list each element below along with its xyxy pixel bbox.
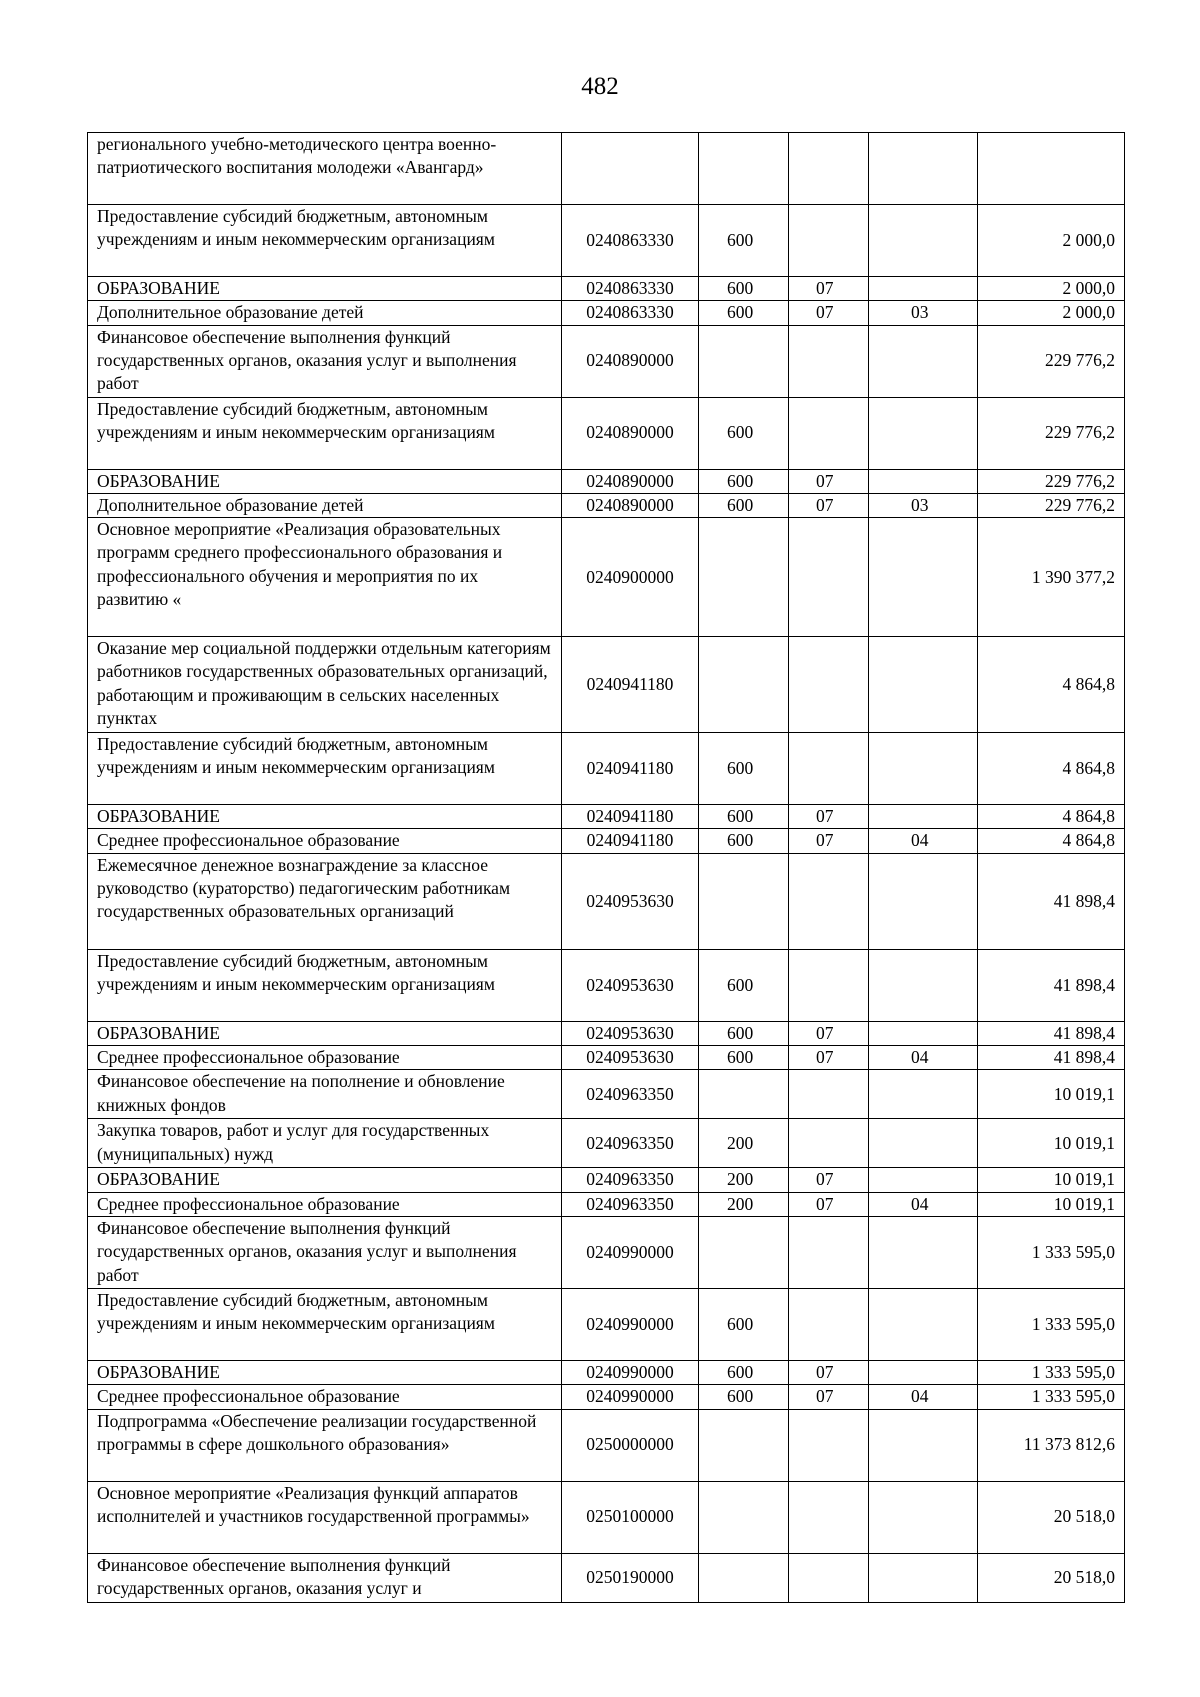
cell-amount: 4 864,8: [978, 829, 1125, 853]
cell-section: 07: [789, 1021, 869, 1045]
cell-code: 0240863330: [562, 277, 699, 301]
cell-subsection: [869, 133, 978, 205]
cell-section: [789, 1481, 869, 1553]
cell-subsection: [869, 805, 978, 829]
cell-name: Предоставление субсидий бюджетным, автономным учреждениям и иным некоммерческим организациям: [88, 1288, 562, 1360]
cell-expense-type: [699, 637, 789, 733]
cell-section: 07: [789, 493, 869, 517]
cell-amount: 1 333 595,0: [978, 1360, 1125, 1384]
cell-code: 0240990000: [562, 1385, 699, 1409]
cell-section: 07: [789, 829, 869, 853]
cell-section: [789, 1553, 869, 1602]
cell-subsection: [869, 325, 978, 397]
cell-subsection: [869, 1216, 978, 1288]
table-row: [88, 1119, 1125, 1168]
cell-expense-type: [699, 133, 789, 205]
cell-subsection: 04: [869, 1046, 978, 1070]
cell-amount: 229 776,2: [978, 493, 1125, 517]
cell-section: [789, 1216, 869, 1288]
cell-expense-type: 600: [699, 277, 789, 301]
cell-subsection: [869, 637, 978, 733]
table-row: [88, 949, 1125, 1021]
cell-name: ОБРАЗОВАНИЕ: [88, 1168, 562, 1192]
cell-name: Подпрограмма «Обеспечение реализации государственной программы в сфере дошкольного образования»: [88, 1409, 562, 1481]
cell-expense-type: 600: [699, 805, 789, 829]
cell-section: [789, 853, 869, 949]
cell-expense-type: 600: [699, 493, 789, 517]
cell-subsection: [869, 1168, 978, 1192]
table-row: [88, 1192, 1125, 1216]
cell-code: 0250190000: [562, 1553, 699, 1602]
cell-expense-type: [699, 1409, 789, 1481]
cell-name: Финансовое обеспечение выполнения функций государственных органов, оказания услуг и выполнения работ: [88, 1216, 562, 1288]
cell-amount: 20 518,0: [978, 1481, 1125, 1553]
cell-expense-type: [699, 1070, 789, 1119]
table-row: [88, 1216, 1125, 1288]
cell-code: 0240863330: [562, 205, 699, 277]
cell-expense-type: [699, 853, 789, 949]
table-row: [88, 1168, 1125, 1192]
cell-section: [789, 397, 869, 469]
cell-code: 0240963350: [562, 1192, 699, 1216]
cell-code: 0240863330: [562, 301, 699, 325]
cell-expense-type: 600: [699, 469, 789, 493]
table-row: [88, 805, 1125, 829]
cell-section: 07: [789, 1360, 869, 1384]
cell-amount: 41 898,4: [978, 853, 1125, 949]
cell-section: [789, 949, 869, 1021]
cell-expense-type: [699, 325, 789, 397]
cell-subsection: 04: [869, 1192, 978, 1216]
table-row: [88, 1385, 1125, 1409]
cell-subsection: [869, 1119, 978, 1168]
cell-name: Дополнительное образование детей: [88, 301, 562, 325]
cell-expense-type: 600: [699, 301, 789, 325]
cell-amount: 1 333 595,0: [978, 1288, 1125, 1360]
cell-name: Среднее профессиональное образование: [88, 1046, 562, 1070]
cell-expense-type: 600: [699, 205, 789, 277]
cell-amount: 10 019,1: [978, 1119, 1125, 1168]
table-row: [88, 205, 1125, 277]
cell-amount: 229 776,2: [978, 325, 1125, 397]
cell-section: [789, 205, 869, 277]
table-row: [88, 1553, 1125, 1602]
cell-code: 0250100000: [562, 1481, 699, 1553]
cell-amount: 1 390 377,2: [978, 518, 1125, 637]
cell-subsection: 03: [869, 493, 978, 517]
cell-code: 0240890000: [562, 325, 699, 397]
table-row: [88, 853, 1125, 949]
table-row: [88, 637, 1125, 733]
cell-section: [789, 518, 869, 637]
cell-code: 0250000000: [562, 1409, 699, 1481]
cell-name: Ежемесячное денежное вознаграждение за классное руководство (кураторство) педагогическим работникам государственных образовательных организаций: [88, 853, 562, 949]
cell-section: [789, 733, 869, 805]
cell-amount: 2 000,0: [978, 277, 1125, 301]
page-number: 482: [581, 73, 619, 100]
cell-section: [789, 325, 869, 397]
cell-amount: 41 898,4: [978, 1046, 1125, 1070]
cell-subsection: [869, 949, 978, 1021]
cell-subsection: [869, 397, 978, 469]
cell-code: 0240890000: [562, 493, 699, 517]
cell-amount: 10 019,1: [978, 1168, 1125, 1192]
cell-expense-type: 200: [699, 1192, 789, 1216]
cell-section: 07: [789, 301, 869, 325]
cell-expense-type: [699, 1553, 789, 1602]
table-row: [88, 1360, 1125, 1384]
cell-name: ОБРАЗОВАНИЕ: [88, 277, 562, 301]
cell-name: Дополнительное образование детей: [88, 493, 562, 517]
cell-name: Среднее профессиональное образование: [88, 1385, 562, 1409]
table-row: [88, 301, 1125, 325]
table-row: [88, 829, 1125, 853]
cell-section: 07: [789, 1385, 869, 1409]
cell-amount: 4 864,8: [978, 637, 1125, 733]
cell-amount: 41 898,4: [978, 949, 1125, 1021]
cell-subsection: [869, 1021, 978, 1045]
cell-subsection: 03: [869, 301, 978, 325]
cell-section: 07: [789, 805, 869, 829]
cell-amount: 2 000,0: [978, 205, 1125, 277]
cell-code: 0240963350: [562, 1119, 699, 1168]
cell-section: 07: [789, 277, 869, 301]
cell-name: ОБРАЗОВАНИЕ: [88, 469, 562, 493]
table-row: [88, 1046, 1125, 1070]
table-body: [88, 133, 1125, 1603]
cell-subsection: [869, 1070, 978, 1119]
cell-amount: 1 333 595,0: [978, 1216, 1125, 1288]
cell-expense-type: 600: [699, 1385, 789, 1409]
table-row: [88, 518, 1125, 637]
cell-code: [562, 133, 699, 205]
cell-section: [789, 637, 869, 733]
cell-section: [789, 1288, 869, 1360]
cell-subsection: 04: [869, 1385, 978, 1409]
cell-code: 0240953630: [562, 949, 699, 1021]
cell-name: Основное мероприятие «Реализация функций аппаратов исполнителей и участников государственной программы»: [88, 1481, 562, 1553]
table-row: [88, 1021, 1125, 1045]
cell-section: 07: [789, 469, 869, 493]
cell-amount: 229 776,2: [978, 397, 1125, 469]
cell-code: 0240890000: [562, 397, 699, 469]
cell-expense-type: 600: [699, 949, 789, 1021]
cell-name: Предоставление субсидий бюджетным, автономным учреждениям и иным некоммерческим организациям: [88, 397, 562, 469]
cell-subsection: [869, 469, 978, 493]
cell-amount: 229 776,2: [978, 469, 1125, 493]
cell-subsection: [869, 518, 978, 637]
cell-name: Финансовое обеспечение выполнения функций государственных органов, оказания услуг и выполнения работ: [88, 325, 562, 397]
cell-amount: [978, 133, 1125, 205]
cell-expense-type: [699, 518, 789, 637]
cell-name: ОБРАЗОВАНИЕ: [88, 1021, 562, 1045]
table-row: [88, 1409, 1125, 1481]
table-row: [88, 733, 1125, 805]
cell-code: 0240963350: [562, 1070, 699, 1119]
cell-subsection: [869, 853, 978, 949]
table-row: [88, 1288, 1125, 1360]
cell-expense-type: 200: [699, 1168, 789, 1192]
cell-subsection: 04: [869, 829, 978, 853]
table-row: [88, 325, 1125, 397]
budget-table: [87, 132, 1125, 1603]
cell-name: Среднее профессиональное образование: [88, 829, 562, 853]
cell-name: Оказание мер социальной поддержки отдельным категориям работников государственных образовательных организаций, работающим и проживающим в сельских населенных пунктах: [88, 637, 562, 733]
cell-code: 0240953630: [562, 1046, 699, 1070]
cell-amount: 10 019,1: [978, 1070, 1125, 1119]
cell-expense-type: 600: [699, 1288, 789, 1360]
cell-expense-type: [699, 1216, 789, 1288]
cell-amount: 10 019,1: [978, 1192, 1125, 1216]
cell-name: Основное мероприятие «Реализация образовательных программ среднего профессионального образования и профессионального обучения и мероприятия по их развитию «: [88, 518, 562, 637]
table-row: [88, 493, 1125, 517]
cell-name: Финансовое обеспечение на пополнение и обновление книжных фондов: [88, 1070, 562, 1119]
cell-code: 0240890000: [562, 469, 699, 493]
cell-subsection: [869, 1288, 978, 1360]
cell-section: [789, 1119, 869, 1168]
cell-amount: 4 864,8: [978, 733, 1125, 805]
cell-subsection: [869, 1360, 978, 1384]
cell-code: 0240953630: [562, 853, 699, 949]
table-row: [88, 397, 1125, 469]
cell-section: [789, 133, 869, 205]
table-row: [88, 1481, 1125, 1553]
cell-code: 0240941180: [562, 829, 699, 853]
cell-expense-type: 600: [699, 733, 789, 805]
cell-subsection: [869, 1553, 978, 1602]
cell-amount: 20 518,0: [978, 1553, 1125, 1602]
cell-section: [789, 1070, 869, 1119]
cell-name: Среднее профессиональное образование: [88, 1192, 562, 1216]
cell-code: 0240941180: [562, 733, 699, 805]
cell-expense-type: 600: [699, 1021, 789, 1045]
cell-name: регионального учебно-методического центра военно-патриотического воспитания молодежи «Авангард»: [88, 133, 562, 205]
cell-expense-type: 200: [699, 1119, 789, 1168]
cell-expense-type: 600: [699, 397, 789, 469]
cell-name: ОБРАЗОВАНИЕ: [88, 805, 562, 829]
cell-name: Предоставление субсидий бюджетным, автономным учреждениям и иным некоммерческим организациям: [88, 949, 562, 1021]
cell-code: 0240941180: [562, 805, 699, 829]
cell-expense-type: 600: [699, 829, 789, 853]
cell-section: 07: [789, 1168, 869, 1192]
cell-subsection: [869, 1409, 978, 1481]
cell-subsection: [869, 1481, 978, 1553]
cell-subsection: [869, 205, 978, 277]
cell-code: 0240963350: [562, 1168, 699, 1192]
cell-amount: 4 864,8: [978, 805, 1125, 829]
cell-name: Предоставление субсидий бюджетным, автономным учреждениям и иным некоммерческим организациям: [88, 733, 562, 805]
cell-amount: 11 373 812,6: [978, 1409, 1125, 1481]
cell-name: ОБРАЗОВАНИЕ: [88, 1360, 562, 1384]
cell-section: [789, 1409, 869, 1481]
cell-code: 0240900000: [562, 518, 699, 637]
cell-amount: 41 898,4: [978, 1021, 1125, 1045]
table-row: [88, 277, 1125, 301]
cell-expense-type: [699, 1481, 789, 1553]
cell-code: 0240990000: [562, 1216, 699, 1288]
cell-subsection: [869, 277, 978, 301]
cell-code: 0240990000: [562, 1360, 699, 1384]
cell-expense-type: 600: [699, 1046, 789, 1070]
cell-name: Закупка товаров, работ и услуг для государственных (муниципальных) нужд: [88, 1119, 562, 1168]
cell-code: 0240941180: [562, 637, 699, 733]
table-row: [88, 133, 1125, 205]
table-row: [88, 469, 1125, 493]
cell-name: Предоставление субсидий бюджетным, автономным учреждениям и иным некоммерческим организациям: [88, 205, 562, 277]
cell-section: 07: [789, 1046, 869, 1070]
cell-subsection: [869, 733, 978, 805]
table-row: [88, 1070, 1125, 1119]
cell-code: 0240990000: [562, 1288, 699, 1360]
cell-name: Финансовое обеспечение выполнения функций государственных органов, оказания услуг и: [88, 1553, 562, 1602]
cell-expense-type: 600: [699, 1360, 789, 1384]
cell-amount: 1 333 595,0: [978, 1385, 1125, 1409]
cell-amount: 2 000,0: [978, 301, 1125, 325]
cell-section: 07: [789, 1192, 869, 1216]
cell-code: 0240953630: [562, 1021, 699, 1045]
